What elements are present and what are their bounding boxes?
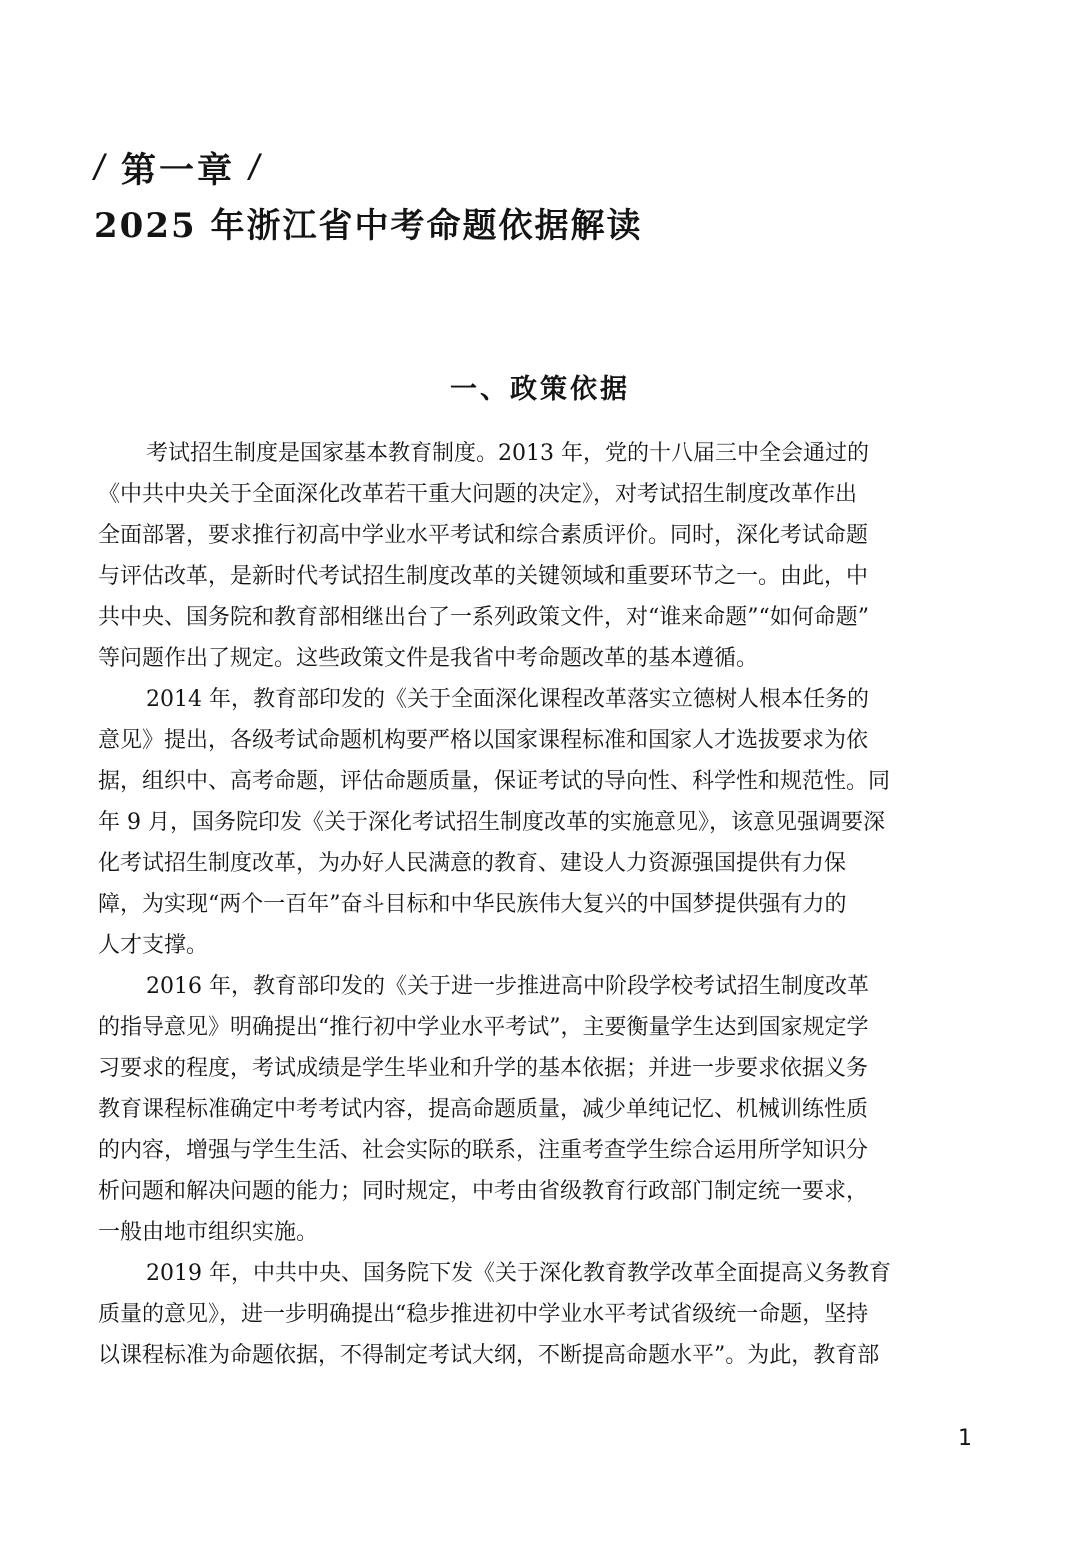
text-line: 《中共中央关于全面深化改革若干重大问题的决定》，对考试招生制度改革作出 bbox=[98, 482, 858, 507]
section-heading: 一、政策依据 bbox=[450, 374, 630, 405]
text-line: 年 9 月，国务院印发《关于深化考试招生制度改革的实施意见》，该意见强调要深 bbox=[98, 810, 885, 835]
chapter-slash-left: / bbox=[94, 147, 108, 188]
text-line: 的内容，增强与学生生活、社会实际的联系，注重考查学生综合运用所学知识分 bbox=[98, 1138, 869, 1163]
text-line: 化考试招生制度改革，为办好人民满意的教育、建设人力资源强国提供有力保 bbox=[98, 851, 847, 876]
text-line: 2019 年，中共中央、国务院下发《关于深化教育教学改革全面提高义务教育 bbox=[146, 1261, 891, 1286]
text-line: 与评估改革，是新时代考试招生制度改革的关键领域和重要环节之一。由此，中 bbox=[98, 564, 869, 589]
chapter-label: 第一章 bbox=[121, 150, 236, 191]
chapter-label-line bbox=[94, 140, 262, 196]
chapter-slash-right: / bbox=[249, 147, 263, 188]
text-line: 的指导意见》明确提出“推行初中学业水平考试”，主要衡量学生达到国家规定学 bbox=[98, 1015, 869, 1040]
page-number: 1 bbox=[958, 1426, 972, 1451]
text-line: 等问题作出了规定。这些政策文件是我省中考命题改革的基本遵循。 bbox=[98, 646, 759, 671]
text-line: 教育课程标准确定中考考试内容，提高命题质量，减少单纯记忆、机械训练性质 bbox=[98, 1097, 869, 1122]
text-line: 人才支撑。 bbox=[98, 933, 209, 958]
text-line: 习要求的程度，考试成绩是学生毕业和升学的基本依据；并进一步要求依据义务 bbox=[98, 1056, 869, 1081]
text-line: 以课程标准为命题依据，不得制定考试大纲，不断提高命题水平”。为此，教育部 bbox=[98, 1343, 880, 1368]
text-line: 障，为实现“两个一百年”奋斗目标和中华民族伟大复兴的中国梦提供强有力的 bbox=[98, 892, 847, 917]
text-line: 考试招生制度是国家基本教育制度。2013 年，党的十八届三中全会通过的 bbox=[146, 441, 869, 466]
text-line: 意见》提出，各级考试命题机构要严格以国家课程标准和国家人才选拔要求为依 bbox=[98, 728, 869, 753]
text-line: 一般由地市组织实施。 bbox=[98, 1220, 319, 1245]
text-line: 析问题和解决问题的能力；同时规定，中考由省级教育行政部门制定统一要求， bbox=[98, 1179, 869, 1204]
text-line: 2016 年，教育部印发的《关于进一步推进高中阶段学校考试招生制度改革 bbox=[146, 974, 869, 999]
text-line: 全面部署，要求推行初高中学业水平考试和综合素质评价。同时，深化考试命题 bbox=[98, 523, 869, 548]
chapter-title: 2025 年浙江省中考命题依据解读 bbox=[94, 206, 643, 246]
text-line: 质量的意见》，进一步明确提出“稳步推进初中学业水平考试省级统一命题，坚持 bbox=[98, 1302, 869, 1327]
text-line: 共中央、国务院和教育部相继出台了一系列政策文件，对“谁来命题”“如何命题” bbox=[98, 605, 869, 630]
text-line: 据，组织中、高考命题，评估命题质量，保证考试的导向性、科学性和规范性。同 bbox=[98, 769, 891, 794]
text-line: 2014 年，教育部印发的《关于全面深化课程改革落实立德树人根本任务的 bbox=[146, 687, 869, 712]
